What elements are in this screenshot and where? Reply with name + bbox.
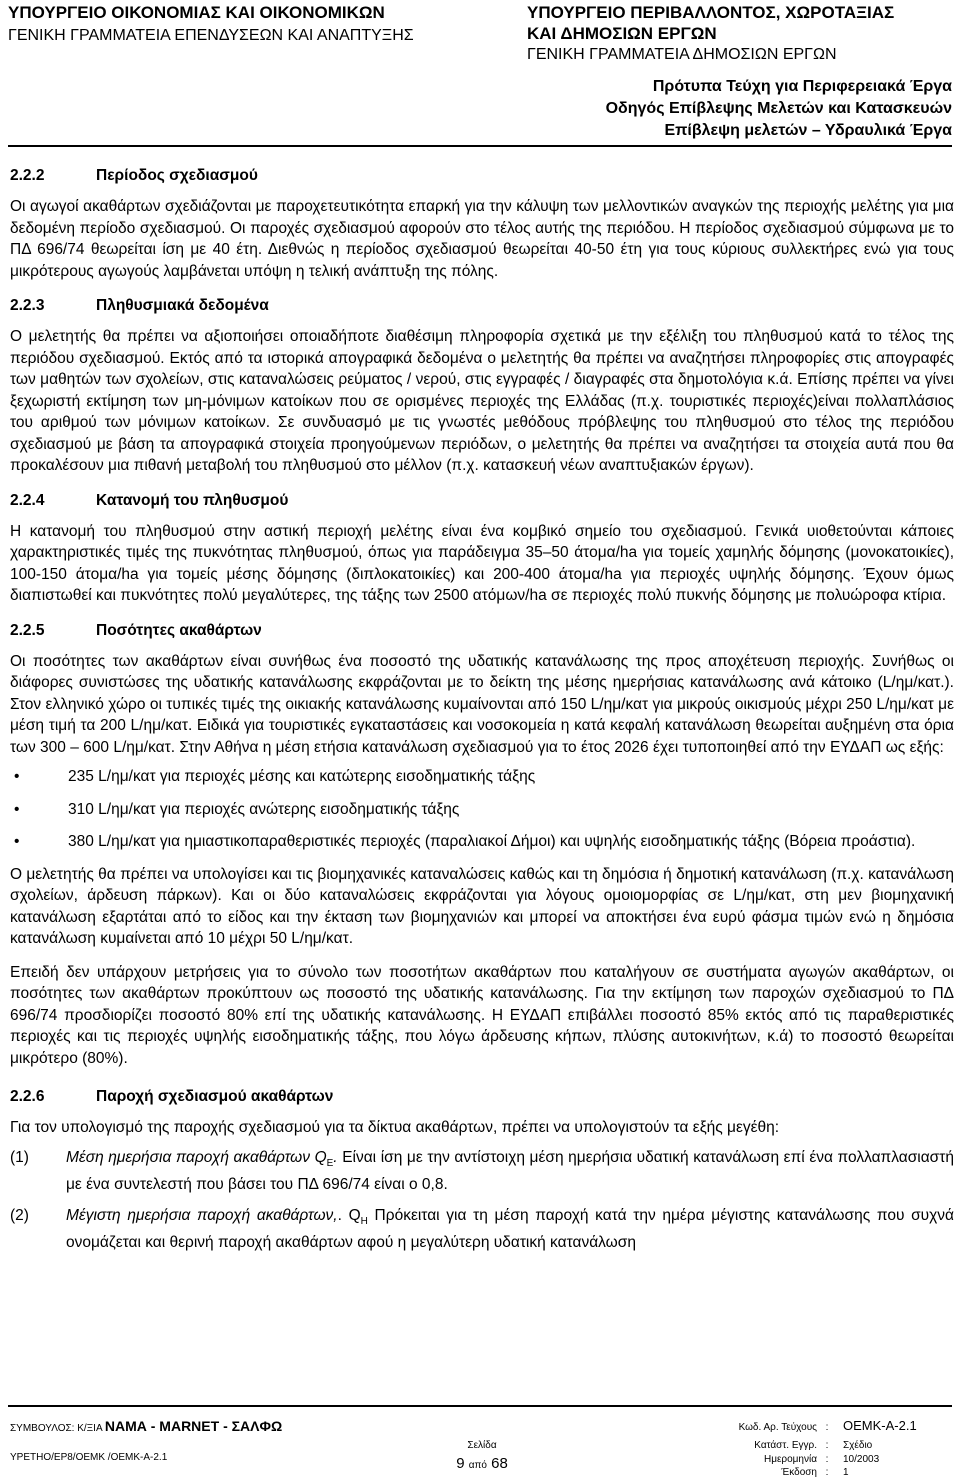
meta-row bbox=[717, 1454, 953, 1468]
project-line1: Πρότυπα Τεύχη για Περιφερειακά Έργα bbox=[652, 78, 952, 95]
project-line2: Οδηγός Επίβλεψης Μελετών και Κατασκευών bbox=[605, 100, 952, 117]
item-text bbox=[66, 1205, 954, 1254]
item-number: (2) bbox=[10, 1206, 29, 1224]
meta-key: Έκδοση bbox=[781, 1467, 817, 1478]
list-item bbox=[10, 766, 954, 788]
advisor-name: ΝΑΜΑ - MARNET - ΣΑΛΦΩ bbox=[104, 1418, 283, 1434]
bullet-icon: • bbox=[14, 768, 20, 785]
item-symbol: . Q bbox=[337, 1206, 361, 1224]
meta-colon: : bbox=[825, 1467, 829, 1478]
section-number: 2.2.3 bbox=[10, 297, 45, 314]
item-body: Είναι ίση με την αντίστοιχη μέση ημερήσια υδατική κατανάλωση επί ένα πολλαπλασιαστή με ένα συντελεστή που βάσει του ΠΔ 696/74 είναι ο 0,8. bbox=[66, 1148, 954, 1194]
paragraph: Ο μελετητής θα πρέπει να αξιοποιήσει οποιαδήποτε διαθέσιμη πληροφορία σχετικά με την εξέλιξη του πληθυσμού κατά το τέλος της περιόδου σχεδιασμού. Εκτός από τα ιστορικά απογραφικά δεδομένα ο μελετητής θα πρέπει να αναζητήσει πληροφορίες στις απογραφές των μαθητών των σχολείων, στις καταναλώσεις ρεύματος / νερού, στις εγγραφές / διαγραφές στα δημοτολόγια κ.ά. Επίσης πρέπει να γίνει ξεχωριστή εκτίμηση των μη-μόνιμων κατοίκων που σε ορισμένες περιοχές της Ελλάδας (π.χ. τουριστικές περιοχές)είναι πολλαπλάσιος του αριθμού των μόνιμων κατοίκων. Σε συνδυασμό με τις γνωστές μεθόδους πρόβλεψης του πληθυσμού στο τέλος της περιόδου σχεδιασμού με βάση τα απογραφικά στοιχεία προηγούμενων περιόδων, ο μελετητής θα πρέπει να αναζητήσει τα στοιχεία αυτά που θα προκαλέσουν μια πιθανή μεταβολή του πληθυσμού στο μέλλον (π.χ. κατασκευή νέων αναπτυξιακών έργων). bbox=[10, 328, 954, 474]
header-left bbox=[8, 2, 414, 46]
right-ministry-line2: ΚΑΙ ΔΗΜΟΣΙΩΝ ΕΡΓΩΝ bbox=[527, 24, 717, 43]
section-heading-2-2-2 bbox=[10, 166, 954, 186]
section-heading-2-2-6 bbox=[10, 1087, 954, 1107]
meta-key: Κωδ. Αρ. Τεύχους bbox=[738, 1422, 817, 1433]
section-heading-2-2-3 bbox=[10, 296, 954, 316]
right-secretariat: ΓΕΝΙΚΗ ΓΡΑΜΜΑΤΕΙΑ ΔΗΜΟΣΙΩΝ ΕΡΓΩΝ bbox=[527, 46, 837, 63]
footer-advisor bbox=[10, 1418, 282, 1434]
list-item-text: 380 L/ημ/κατ για ημιαστικοπαραθεριστικές περιοχές (παραλιακοί Δήμοι) και υψηλής εισοδηματικής τάξης (Βόρεια προάστια). bbox=[68, 833, 916, 850]
consumption-list bbox=[10, 766, 954, 853]
total-pages: 68 bbox=[491, 1455, 508, 1472]
header-divider bbox=[8, 145, 952, 147]
meta-colon: : bbox=[825, 1453, 829, 1465]
meta-value: 1 bbox=[843, 1467, 849, 1478]
paragraph: Οι ποσότητες των ακαθάρτων είναι συνήθως ένα ποσοστό της υδατικής κατανάλωσης της προς αποχέτευση περιοχής. Συνήθως οι διάφορες συνιστώσες της υδατικής κατανάλωσης εκφράζονται με το δείκτη της μέσης ημερήσιας κατανάλωσης ανά κάτοικο (L/ημ/κατ.). Στον ελληνικό χώρο οι τυπικές τιμές της οικιακής κατανάλωσης κυμαίνονται από 150 L/ημ/κατ για μικρούς οικισμούς μέχρι 250 L/ημ/κατ με μέση τιμή τα 200 L/ημ/κατ. Ειδικά για τουριστικές εγκαταστάσεις και νοσοκομεία η κατά κεφαλή κατανάλωση θεωρείται αυξημένη στα όρια των 300 – 600 L/ημ/κατ. Στην Αθήνα η μέση ετήσια κατανάλωση σχεδιασμού για το έτος 2026 έχει τυποποιηθεί από την ΕΥΔΑΠ ως εξής: bbox=[10, 652, 954, 756]
section-title: Περίοδος σχεδιασμού bbox=[96, 167, 258, 184]
project-title-block bbox=[606, 76, 952, 142]
meta-colon: : bbox=[825, 1422, 829, 1433]
paragraph: Επειδή δεν υπάρχουν μετρήσεις για το σύνολο των ποσοτήτων ακαθάρτων που καταλήγουν σε συστήματα αγωγών ακαθάρτων, οι ποσότητες των ακαθάρτων προκύπτουν ως ποσοστό της υδατικής κατανάλωσης. Για την εκτίμηση των παροχών σχεδιασμού το ΠΔ 696/74 προσδιορίζει ποσοστό 80% επί της υδατικής κατανάλωσης. Η ΕΥΔΑΠ επιβάλλει ποσοστό 85% εκτός από τις παραθεριστικές περιοχές και τις περιοχές υψηλής εισοδηματικής τάξης, που λόγω άρδευσης κήπων, πλύσης αυτοκινήτων, κ.ά) το ποσοστό θεωρείται μικρότερο (80%). bbox=[10, 963, 954, 1067]
section-title: Ποσότητες ακαθάρτων bbox=[96, 621, 262, 639]
list-item bbox=[10, 799, 954, 821]
section-title: Πληθυσμιακά δεδομένα bbox=[96, 297, 269, 314]
paragraph: Οι αγωγοί ακαθάρτων σχεδιάζονται με παροχετευτικότητα επαρκή για την κάλυψη των μελλοντικών αναγκών της περιοχής μελέτης για μια δεδομένη περίοδο σχεδιασμού. Οι παροχές σχεδιασμού αφορούν στο τέλος αυτής της περιόδου. Η περίοδος σχεδιασμού σύμφωνα με το ΠΔ 696/74 θεωρείται ίση με 40 έτη. Διεθνώς η περίοδος σχεδιασμού θεωρείται 40-50 έτη για τους κύριους συλλεκτήρες ενώ για τους μικρότερους αγωγούς λαμβάνεται υπόψη η τελική ανάπτυξη της πόλης. bbox=[10, 198, 954, 280]
meta-row bbox=[717, 1440, 953, 1454]
section-heading-2-2-5 bbox=[10, 621, 954, 641]
paragraph: Η κατανομή του πληθυσμού στην αστική περιοχή μελέτης είναι ένα κομβικό σημείο του σχεδιασμού. Γενικά υιοθετούνται κάποιες χαρακτηριστικές τιμές της πυκνότητας πληθυσμού, όπως για παράδειγμα 35–50 άτομα/ha για τομείς χαμηλής δόμησης (μονοκατοικίες), 100-150 άτομα/ha για τομείς μέσης δόμησης (διπλοκατοικίες) και 200-400 άτομα/ha για περιοχές υψηλής δόμησης. Έχουν όμως διαπιστωθεί και πυκνότητες πολύ μεγαλύτερες, της τάξης των 2500 ατόμων/ha σε περιοχές πολύ πυκνής δόμησης με πολυώροφα κτίρια. bbox=[10, 522, 954, 604]
meta-value: Σχέδιο bbox=[843, 1440, 873, 1451]
meta-value: ΟΕΜΚ-Α-2.1 bbox=[843, 1418, 917, 1433]
footer-doc-ref: ΥΡΕΤΗΟ/ΕΡ8/ΟΕΜΚ /ΟΕΜΚ-Α-2.1 bbox=[10, 1452, 168, 1463]
right-ministry-line1: ΥΠΟΥΡΓΕΙΟ ΠΕΡΙΒΑΛΛΟΝΤΟΣ, ΧΩΡΟΤΑΞΙΑΣ bbox=[527, 3, 895, 22]
list-item-text: 235 L/ημ/κατ για περιοχές μέσης και κατώτερης εισοδηματικής τάξης bbox=[68, 768, 536, 785]
item-text bbox=[66, 1147, 954, 1196]
paragraph: Ο μελετητής θα πρέπει να υπολογίσει και τις βιομηχανικές καταναλώσεις καθώς και τη δημόσια ή δημοτική κατανάλωση (π.χ. κατανάλωση σχολείων, άρδευση πάρκων). Και οι δύο καταναλώσεις εκφράζονται για λόγους ομοιομορφίας σε L/ημ/κατ, στη μεν βιομηχανική κατανάλωση εξαρτάται από το είδος και την έκταση των βιομηχανιών και μπορεί να αποκτήσει ένα ευρύ φάσμα τιμών ενώ η δημόσια κατανάλωση κυμαίνεται από 10 μέχρι 50 L/ημ/κατ. bbox=[10, 865, 954, 947]
section-title: Κατανομή του πληθυσμού bbox=[96, 491, 289, 509]
section-number: 2.2.5 bbox=[10, 621, 45, 639]
section-title: Παροχή σχεδιασμού ακαθάρτων bbox=[96, 1088, 334, 1105]
document-body bbox=[10, 152, 954, 1263]
meta-row bbox=[717, 1467, 953, 1481]
subscript: H bbox=[360, 1215, 368, 1227]
current-page: 9 bbox=[456, 1455, 465, 1472]
project-line3: Επίβλεψη μελετών – Υδραυλικά Έργα bbox=[664, 122, 952, 139]
footer-divider bbox=[8, 1405, 952, 1407]
bullet-icon: • bbox=[14, 833, 20, 850]
footer-page-number bbox=[447, 1440, 517, 1472]
section-number: 2.2.6 bbox=[10, 1088, 45, 1105]
list-item-text: 310 L/ημ/κατ για περιοχές ανώτερης εισοδηματικής τάξης bbox=[68, 800, 460, 818]
item-term-end: . bbox=[333, 1148, 338, 1166]
item-term: Μέγιστη ημερήσια παροχή ακαθάρτων, bbox=[66, 1206, 338, 1224]
meta-colon: : bbox=[825, 1440, 829, 1451]
list-item bbox=[10, 831, 954, 853]
meta-key: Κατάστ. Εγγρ. bbox=[754, 1440, 817, 1451]
enumerated-item-1 bbox=[10, 1147, 954, 1196]
subscript: E bbox=[326, 1157, 334, 1169]
section-number: 2.2.2 bbox=[10, 167, 45, 184]
item-number: (1) bbox=[10, 1148, 29, 1166]
page-of: από bbox=[468, 1460, 487, 1471]
paragraph: Για τον υπολογισμό της παροχής σχεδιασμού για τα δίκτυα ακαθάρτων, πρέπει να υπολογιστούν τα εξής μεγέθη: bbox=[10, 1119, 780, 1136]
left-secretariat: ΓΕΝΙΚΗ ΓΡΑΜΜΑΤΕΙΑ ΕΠΕΝΔΥΣΕΩΝ ΚΑΙ ΑΝΑΠΤΥΞΗΣ bbox=[8, 27, 414, 44]
footer-meta-table bbox=[717, 1418, 953, 1481]
item-body: Πρόκειται για τη μέση παροχή κατά την ημέρα μέγιστης κατανάλωσης που συχνά ονομάζεται και θερινή παροχή ακαθάρτων αφού η μεγαλύτερη υδατική κατανάλωση bbox=[66, 1206, 954, 1252]
left-ministry: ΥΠΟΥΡΓΕΙΟ ΟΙΚΟΝΟΜΙΑΣ ΚΑΙ ΟΙΚΟΝΟΜΙΚΩΝ bbox=[8, 3, 385, 22]
section-number: 2.2.4 bbox=[10, 491, 45, 509]
meta-row bbox=[717, 1418, 953, 1440]
item-term: Μέση ημερήσια παροχή ακαθάρτων Q bbox=[66, 1148, 327, 1166]
meta-value: 10/2003 bbox=[843, 1453, 880, 1465]
header-right bbox=[527, 2, 894, 65]
enumerated-item-2 bbox=[10, 1205, 954, 1254]
meta-key: Ημερομηνία bbox=[763, 1453, 817, 1465]
bullet-icon: • bbox=[14, 800, 20, 818]
advisor-label: ΣΥΜΒΟΥΛΟΣ: Κ/ΞΙΑ bbox=[10, 1423, 103, 1434]
section-heading-2-2-4 bbox=[10, 491, 954, 511]
page-label: Σελίδα bbox=[467, 1440, 497, 1451]
page-count bbox=[447, 1455, 517, 1472]
